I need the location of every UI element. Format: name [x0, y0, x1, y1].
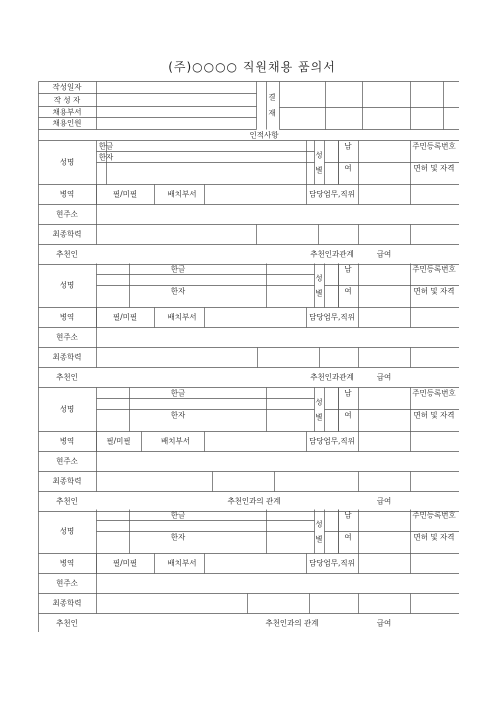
salary-label: 급여	[376, 618, 392, 628]
page-title: (주)○○○○ 직원채용 품의서	[168, 60, 336, 74]
assign-dept-label: 배치부서	[167, 312, 197, 322]
hangul-label: 한글	[170, 264, 186, 274]
duty-label: 담당업무,직위	[309, 312, 355, 322]
approval-label: 결	[268, 92, 276, 102]
salary-label: 급여	[376, 249, 392, 259]
female-label: 여	[344, 410, 352, 420]
gender-label: 별	[315, 412, 323, 422]
male-label: 남	[344, 510, 352, 520]
hiring-form	[38, 81, 459, 632]
military-status: 필/미필	[112, 558, 138, 568]
salary-label: 급여	[376, 496, 392, 506]
name-label: 성명	[59, 526, 75, 536]
male-label: 남	[344, 141, 352, 151]
military-label: 병역	[59, 312, 75, 322]
hanja-label: 한자	[170, 286, 186, 296]
salary-label: 급여	[376, 372, 392, 382]
address-label: 현주소	[56, 332, 78, 342]
name-label: 성명	[59, 157, 75, 167]
rrn-label: 주민등록번호	[412, 141, 456, 151]
rrn-label: 주민등록번호	[412, 264, 456, 274]
recommender-label: 추천인	[56, 372, 78, 382]
name-label: 성명	[59, 404, 75, 414]
count-label: 채용인원	[52, 118, 82, 128]
hangul-label: 한글	[170, 510, 186, 520]
hanja-label: 한자	[98, 152, 114, 162]
education-label: 최종학력	[52, 229, 82, 239]
relation-label: 추천인과관계	[310, 249, 354, 259]
relation-label: 추천인과의 관계	[265, 618, 319, 628]
duty-label: 담당업무,직위	[309, 436, 355, 446]
address-label: 현주소	[56, 456, 78, 466]
duty-label: 담당업무,직위	[309, 558, 355, 568]
hanja-label: 한자	[170, 532, 186, 542]
military-label: 병역	[59, 189, 75, 199]
license-label: 면허 및 자격	[413, 286, 455, 296]
gender-label: 별	[315, 288, 323, 298]
rrn-label: 주민등록번호	[412, 388, 456, 398]
gender-label: 성	[315, 273, 323, 283]
hangul-label: 한글	[98, 141, 114, 151]
duty-label: 담당업무,직위	[309, 189, 355, 199]
hangul-label: 한글	[170, 388, 186, 398]
assign-dept-label: 배치부서	[161, 436, 190, 446]
recommender-label: 추천인	[56, 618, 78, 628]
gender-label: 별	[315, 165, 323, 175]
military-status: 필/미필	[106, 436, 131, 446]
education-label: 최종학력	[52, 352, 82, 362]
female-label: 여	[344, 532, 352, 542]
section-title: 인적사항	[249, 130, 279, 140]
dept-label: 채용부서	[52, 107, 82, 117]
gender-label: 성	[315, 150, 323, 160]
military-label: 병역	[59, 436, 75, 446]
rrn-label: 주민등록번호	[412, 510, 456, 520]
military-status: 필/미필	[112, 189, 138, 199]
assign-dept-label: 배치부서	[167, 558, 197, 568]
relation-label: 추천인과관계	[310, 372, 354, 382]
assign-dept-label: 배치부서	[167, 189, 197, 199]
name-label: 성명	[59, 280, 75, 290]
male-label: 남	[344, 388, 352, 398]
military-label: 병역	[59, 558, 75, 568]
license-label: 면허 및 자격	[413, 410, 455, 420]
approval-label: 재	[268, 108, 276, 118]
recommender-label: 추천인	[56, 249, 78, 259]
address-label: 현주소	[56, 578, 78, 588]
gender-label: 성	[315, 519, 323, 529]
military-status: 필/미필	[112, 312, 138, 322]
recommender-label: 추천인	[56, 496, 78, 506]
license-label: 면허 및 자격	[413, 532, 455, 542]
license-label: 면허 및 자격	[413, 163, 455, 173]
date-label: 작성일자	[52, 82, 82, 92]
gender-label: 성	[315, 397, 323, 407]
hanja-label: 한자	[170, 410, 186, 420]
address-label: 현주소	[56, 209, 78, 219]
relation-label: 추천인과의 관계	[227, 496, 281, 506]
author-label: 작 성 자	[53, 95, 81, 105]
form-grid	[38, 81, 459, 632]
female-label: 여	[344, 163, 352, 173]
male-label: 남	[344, 264, 352, 274]
education-label: 최종학력	[52, 598, 82, 608]
gender-label: 별	[315, 534, 323, 544]
female-label: 여	[344, 286, 352, 296]
education-label: 최종학력	[52, 476, 82, 486]
